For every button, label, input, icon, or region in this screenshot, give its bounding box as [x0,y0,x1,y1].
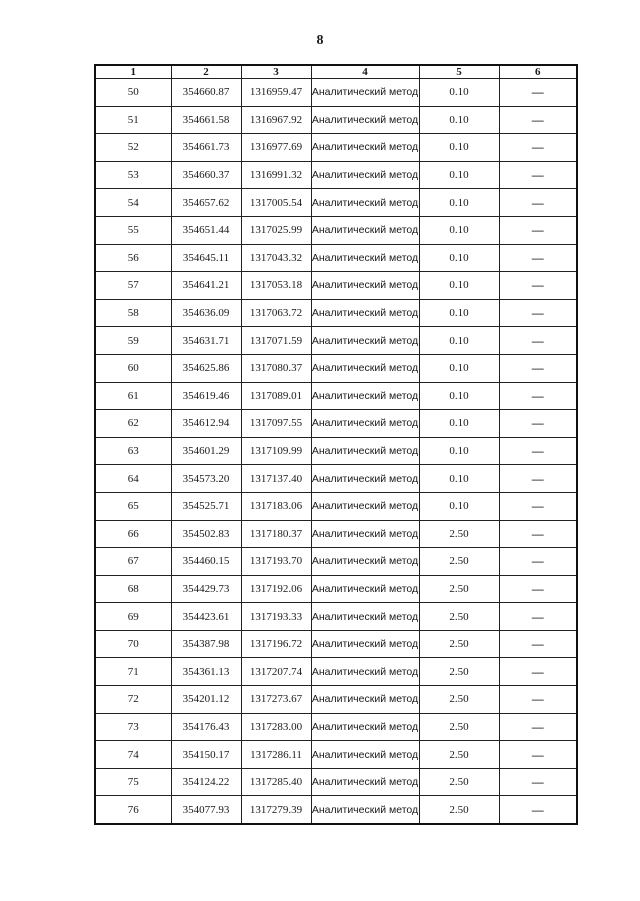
cell-y-coordinate: 1317192.06 [241,575,311,603]
header-col-5: 5 [419,65,499,79]
cell-point-number: 59 [95,327,171,355]
cell-accuracy: 2.50 [419,686,499,714]
cell-y-coordinate: 1317109.99 [241,437,311,465]
cell-y-coordinate: 1317025.99 [241,216,311,244]
cell-method: Аналитический метод [311,575,419,603]
cell-point-number: 76 [95,796,171,824]
cell-description: — [499,216,577,244]
cell-accuracy: 2.50 [419,575,499,603]
cell-y-coordinate: 1317273.67 [241,686,311,714]
cell-method: Аналитический метод [311,603,419,631]
cell-accuracy: 0.10 [419,161,499,189]
header-col-3: 3 [241,65,311,79]
cell-x-coordinate: 354573.20 [171,465,241,493]
cell-description: — [499,768,577,796]
cell-x-coordinate: 354361.13 [171,658,241,686]
cell-accuracy: 0.10 [419,134,499,162]
cell-y-coordinate: 1316991.32 [241,161,311,189]
table-row [95,410,577,438]
table-row [95,603,577,631]
cell-description: — [499,548,577,576]
header-col-1: 1 [95,65,171,79]
table-row [95,630,577,658]
cell-description: — [499,410,577,438]
table-row [95,327,577,355]
cell-point-number: 72 [95,686,171,714]
cell-point-number: 62 [95,410,171,438]
cell-x-coordinate: 354661.73 [171,134,241,162]
cell-x-coordinate: 354660.87 [171,79,241,107]
cell-x-coordinate: 354636.09 [171,299,241,327]
cell-point-number: 68 [95,575,171,603]
cell-point-number: 69 [95,603,171,631]
cell-method: Аналитический метод [311,189,419,217]
table-row [95,79,577,107]
cell-method: Аналитический метод [311,79,419,107]
cell-description: — [499,686,577,714]
cell-y-coordinate: 1316959.47 [241,79,311,107]
cell-x-coordinate: 354619.46 [171,382,241,410]
table-header-row [95,65,577,79]
cell-method: Аналитический метод [311,382,419,410]
cell-y-coordinate: 1317193.33 [241,603,311,631]
table-row [95,354,577,382]
cell-method: Аналитический метод [311,134,419,162]
cell-point-number: 73 [95,713,171,741]
table-row [95,741,577,769]
cell-description: — [499,658,577,686]
cell-point-number: 57 [95,272,171,300]
table-row [95,161,577,189]
cell-y-coordinate: 1317005.54 [241,189,311,217]
cell-accuracy: 2.50 [419,548,499,576]
table-row [95,658,577,686]
cell-y-coordinate: 1317097.55 [241,410,311,438]
cell-x-coordinate: 354657.62 [171,189,241,217]
cell-method: Аналитический метод [311,272,419,300]
cell-point-number: 50 [95,79,171,107]
cell-point-number: 58 [95,299,171,327]
cell-accuracy: 0.10 [419,244,499,272]
table-row [95,437,577,465]
cell-description: — [499,134,577,162]
cell-method: Аналитический метод [311,410,419,438]
cell-point-number: 67 [95,548,171,576]
cell-description: — [499,244,577,272]
table-row [95,796,577,824]
cell-x-coordinate: 354631.71 [171,327,241,355]
cell-x-coordinate: 354429.73 [171,575,241,603]
cell-x-coordinate: 354201.12 [171,686,241,714]
cell-description: — [499,465,577,493]
cell-method: Аналитический метод [311,630,419,658]
cell-accuracy: 0.10 [419,106,499,134]
cell-point-number: 64 [95,465,171,493]
cell-description: — [499,189,577,217]
cell-x-coordinate: 354124.22 [171,768,241,796]
cell-description: — [499,520,577,548]
table-row [95,272,577,300]
cell-x-coordinate: 354661.58 [171,106,241,134]
cell-x-coordinate: 354641.21 [171,272,241,300]
cell-description: — [499,741,577,769]
cell-method: Аналитический метод [311,354,419,382]
cell-point-number: 75 [95,768,171,796]
cell-method: Аналитический метод [311,244,419,272]
cell-method: Аналитический метод [311,796,419,824]
cell-y-coordinate: 1317080.37 [241,354,311,382]
cell-method: Аналитический метод [311,686,419,714]
table-row [95,520,577,548]
cell-x-coordinate: 354387.98 [171,630,241,658]
cell-x-coordinate: 354651.44 [171,216,241,244]
cell-accuracy: 2.50 [419,603,499,631]
cell-y-coordinate: 1316977.69 [241,134,311,162]
cell-method: Аналитический метод [311,713,419,741]
cell-point-number: 54 [95,189,171,217]
cell-description: — [499,272,577,300]
header-col-4: 4 [311,65,419,79]
table-row [95,713,577,741]
cell-accuracy: 0.10 [419,299,499,327]
table-row [95,465,577,493]
table-row [95,299,577,327]
cell-y-coordinate: 1317180.37 [241,520,311,548]
cell-point-number: 60 [95,354,171,382]
cell-description: — [499,630,577,658]
cell-accuracy: 0.10 [419,382,499,410]
cell-y-coordinate: 1317279.39 [241,796,311,824]
cell-accuracy: 2.50 [419,796,499,824]
cell-accuracy: 0.10 [419,79,499,107]
header-col-6: 6 [499,65,577,79]
cell-description: — [499,106,577,134]
cell-accuracy: 0.10 [419,272,499,300]
cell-description: — [499,575,577,603]
cell-description: — [499,327,577,355]
cell-description: — [499,796,577,824]
cell-y-coordinate: 1317183.06 [241,492,311,520]
cell-point-number: 66 [95,520,171,548]
coordinates-table-container [94,64,576,825]
page-number: 8 [316,33,324,48]
table-row [95,768,577,796]
cell-method: Аналитический метод [311,327,419,355]
cell-description: — [499,79,577,107]
cell-point-number: 71 [95,658,171,686]
cell-point-number: 56 [95,244,171,272]
table-row [95,382,577,410]
table-row [95,244,577,272]
table-body [95,79,577,825]
cell-accuracy: 2.50 [419,768,499,796]
cell-accuracy: 0.10 [419,327,499,355]
cell-description: — [499,382,577,410]
cell-accuracy: 0.10 [419,354,499,382]
cell-y-coordinate: 1317089.01 [241,382,311,410]
cell-method: Аналитический метод [311,492,419,520]
cell-description: — [499,713,577,741]
table-row [95,686,577,714]
cell-y-coordinate: 1317286.11 [241,741,311,769]
cell-y-coordinate: 1316967.92 [241,106,311,134]
table-row [95,134,577,162]
table-row [95,492,577,520]
cell-x-coordinate: 354645.11 [171,244,241,272]
cell-x-coordinate: 354601.29 [171,437,241,465]
cell-x-coordinate: 354625.86 [171,354,241,382]
cell-y-coordinate: 1317063.72 [241,299,311,327]
cell-y-coordinate: 1317283.00 [241,713,311,741]
cell-point-number: 65 [95,492,171,520]
cell-method: Аналитический метод [311,299,419,327]
cell-method: Аналитический метод [311,658,419,686]
cell-x-coordinate: 354150.17 [171,741,241,769]
table-row [95,189,577,217]
cell-y-coordinate: 1317137.40 [241,465,311,493]
cell-accuracy: 0.10 [419,410,499,438]
cell-x-coordinate: 354612.94 [171,410,241,438]
cell-accuracy: 2.50 [419,658,499,686]
cell-y-coordinate: 1317043.32 [241,244,311,272]
table-row [95,548,577,576]
cell-method: Аналитический метод [311,437,419,465]
cell-point-number: 61 [95,382,171,410]
cell-description: — [499,354,577,382]
table-row [95,575,577,603]
cell-method: Аналитический метод [311,216,419,244]
cell-method: Аналитический метод [311,106,419,134]
cell-method: Аналитический метод [311,548,419,576]
cell-method: Аналитический метод [311,520,419,548]
cell-method: Аналитический метод [311,465,419,493]
cell-accuracy: 0.10 [419,437,499,465]
cell-point-number: 53 [95,161,171,189]
cell-description: — [499,161,577,189]
cell-point-number: 55 [95,216,171,244]
cell-point-number: 51 [95,106,171,134]
cell-x-coordinate: 354525.71 [171,492,241,520]
cell-x-coordinate: 354460.15 [171,548,241,576]
cell-accuracy: 0.10 [419,492,499,520]
cell-y-coordinate: 1317193.70 [241,548,311,576]
cell-description: — [499,492,577,520]
cell-y-coordinate: 1317053.18 [241,272,311,300]
cell-x-coordinate: 354660.37 [171,161,241,189]
cell-accuracy: 2.50 [419,713,499,741]
cell-x-coordinate: 354502.83 [171,520,241,548]
cell-method: Аналитический метод [311,768,419,796]
cell-y-coordinate: 1317285.40 [241,768,311,796]
cell-description: — [499,603,577,631]
cell-description: — [499,299,577,327]
cell-point-number: 52 [95,134,171,162]
cell-x-coordinate: 354423.61 [171,603,241,631]
cell-accuracy: 2.50 [419,630,499,658]
cell-y-coordinate: 1317071.59 [241,327,311,355]
header-col-2: 2 [171,65,241,79]
cell-accuracy: 0.10 [419,189,499,217]
cell-point-number: 63 [95,437,171,465]
cell-accuracy: 2.50 [419,520,499,548]
table-row [95,106,577,134]
cell-point-number: 74 [95,741,171,769]
cell-x-coordinate: 354176.43 [171,713,241,741]
cell-y-coordinate: 1317207.74 [241,658,311,686]
cell-y-coordinate: 1317196.72 [241,630,311,658]
cell-point-number: 70 [95,630,171,658]
cell-description: — [499,437,577,465]
cell-accuracy: 0.10 [419,216,499,244]
cell-accuracy: 2.50 [419,741,499,769]
coordinates-table [94,64,578,825]
cell-x-coordinate: 354077.93 [171,796,241,824]
cell-method: Аналитический метод [311,741,419,769]
cell-method: Аналитический метод [311,161,419,189]
cell-accuracy: 0.10 [419,465,499,493]
table-row [95,216,577,244]
